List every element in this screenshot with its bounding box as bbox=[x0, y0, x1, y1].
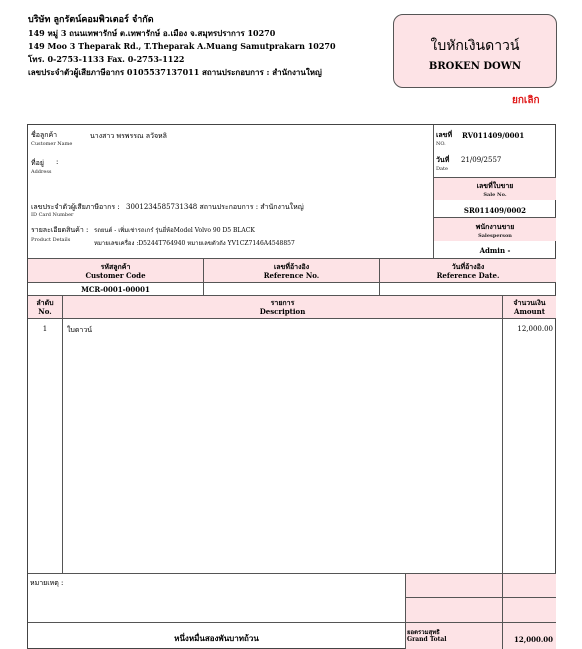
address-label-en: Address bbox=[31, 169, 52, 175]
salesperson-label-en: Salesperson bbox=[478, 233, 512, 239]
product-details-label-en: Product Details bbox=[31, 237, 71, 243]
col-desc-label: รายการ bbox=[270, 298, 295, 307]
sale-no: SR011409/0002 bbox=[463, 206, 527, 215]
product-line-1: รถยนต์ - เพิ่มเช่ารถเกร๋ รุ่นยี่ห้อModel Volvo 90 D5 BLACK bbox=[94, 227, 255, 234]
company-tax-id: เลขประจำตัวผู้เสียภาษีอากร 0105537137011 สถานประกอบการ : สำนักงานใหญ่ bbox=[28, 67, 322, 77]
col-desc-label-en: Description bbox=[259, 307, 306, 316]
grand-total: 12,000.00 bbox=[514, 635, 553, 644]
row-no: 1 bbox=[42, 325, 48, 333]
divider bbox=[28, 282, 556, 283]
divider bbox=[502, 295, 503, 649]
divider bbox=[434, 177, 556, 178]
id-card-label: เลขประจำตัวผู้เสียภาษีอากร : bbox=[31, 203, 120, 211]
address-label: ที่อยู่ bbox=[31, 159, 44, 167]
company-name: บริษัท ลูกรัตน์คอมพิวเตอร์ จำกัด bbox=[28, 15, 154, 25]
divider bbox=[28, 573, 556, 574]
company-address-en: 149 Moo 3 Theparak Rd., T.Theparak A.Muang Samutprakarn 10270 bbox=[28, 41, 336, 51]
row-amount: 12,000.00 bbox=[517, 325, 553, 333]
divider bbox=[28, 258, 556, 259]
customer-name-label-en: Customer Name bbox=[31, 141, 73, 147]
reference-no-label-en: Reference No. bbox=[263, 271, 320, 280]
customer-code-label: รหัสลูกค้า bbox=[100, 262, 131, 271]
document-title-box bbox=[393, 14, 557, 88]
divider bbox=[28, 295, 556, 296]
divider bbox=[62, 295, 63, 573]
reference-no-label: เลขที่อ้างอิง bbox=[273, 262, 310, 271]
divider bbox=[28, 318, 556, 319]
customer-name-label: ชื่อลูกค้า bbox=[31, 131, 58, 139]
document-title-en: BROKEN DOWN bbox=[428, 61, 522, 72]
salesperson: Admin - bbox=[479, 246, 511, 255]
date-label: วันที่ bbox=[436, 155, 450, 164]
cancelled-status: ยกเลิก bbox=[512, 95, 540, 106]
col-amount-label: จำนวนเงิน bbox=[513, 298, 546, 307]
document-title-th: ใบหักเงินดาวน์ bbox=[430, 38, 520, 54]
sale-no-label-en: Sale No. bbox=[483, 192, 507, 198]
company-address-th: 149 หมู่ 3 ถนนเทพารักษ์ ต.เทพารักษ์ อ.เมือง จ.สมุทรปราการ 10270 bbox=[28, 28, 276, 38]
product-line-2: หมายเลขเครื่อง :D5244T764940 หมายเลขตัวถัง YV1CZ7146A4548857 bbox=[94, 240, 295, 247]
date-label-en: Date bbox=[436, 166, 448, 172]
grand-total-label-en: Grand Total bbox=[407, 636, 447, 643]
customer-code: MCR-0001-00001 bbox=[81, 285, 150, 294]
company-phone: โทร. 0-2753-1133 Fax. 0-2753-1122 bbox=[28, 54, 185, 64]
customer-code-label-en: Customer Code bbox=[85, 271, 146, 280]
product-details-label: รายละเอียดสินค้า : bbox=[31, 226, 89, 234]
divider bbox=[28, 622, 556, 623]
sale-no-label: เลขที่ใบขาย bbox=[476, 181, 514, 190]
customer-id: 3001234585731348 สถานประกอบการ : สำนักงานใหญ่ bbox=[126, 203, 304, 211]
doc-date: 21/09/2557 bbox=[461, 156, 502, 164]
salesperson-label: พนักงานขาย bbox=[475, 222, 515, 231]
doc-no-label: เลขที่ bbox=[436, 130, 453, 139]
divider bbox=[405, 597, 556, 598]
company-info bbox=[28, 14, 358, 79]
col-no-label-en: No. bbox=[38, 307, 52, 316]
divider bbox=[405, 573, 406, 649]
amount-in-words: หนึ่งหมื่นสองพันบาทถ้วน bbox=[174, 633, 259, 643]
reference-date-label: วันที่อ้างอิง bbox=[451, 262, 485, 271]
divider bbox=[434, 217, 556, 218]
col-no-label: ลำดับ bbox=[36, 298, 54, 307]
doc-no-label-en: NO. bbox=[436, 141, 446, 147]
row-description: ใบดาวน์ bbox=[67, 326, 93, 334]
reference-date-label-en: Reference Date. bbox=[436, 271, 500, 280]
doc-no: RV011409/0001 bbox=[462, 131, 525, 140]
customer-name: นางสาว พรพรรณ ลวัจหลิ bbox=[90, 132, 167, 140]
col-amount-label-en: Amount bbox=[514, 307, 545, 316]
document-frame: ชื่อลูกค้า Customer Name นางสาว พรพรรณ ลวัจหลิ ที่อยู่ : Address เลขประจำตัวผู้เสียภาษีอากร : ID Card Number 3001234585731348 สถานประกอบการ : สำนักงานใหญ่ รายละเอียดสินค้า : Product Details รถยนต์ - เพิ่มเช่ารถเกร๋ รุ่นยี่ห้อModel Volvo 90 D5 BLACK หมายเลขเครื่อง :D5244T764940 หมายเลขตัวถัง YV1CZ7146A4548857 เลขที่ NO. RV011409/0001 วันที่ Date 21/09/2557 เลขที่ใบขาย Sale No. SR011409/0002 พนักงานขาย Salesperson Admin - รหัสลูกค้า Customer Code MCR-0001-00001 เลขที่อ้างอิง Reference No. วันที่อ้างอิง Reference Date. ลำดับ No. รายการ Description จำนวนเงิน Amount 1 ใบดาวน์ 12,000.00 หมายเหตุ : หนึ่งหมื่นสองพันบาทถ้วน ยอดรวมสุทธิ Grand Total 12,000.00 bbox=[27, 124, 556, 649]
id-card-label-en: ID Card Number bbox=[31, 212, 74, 218]
grand-total-label: ยอดรวมสุทธิ bbox=[407, 629, 440, 636]
remark-label: หมายเหตุ : bbox=[30, 579, 64, 587]
